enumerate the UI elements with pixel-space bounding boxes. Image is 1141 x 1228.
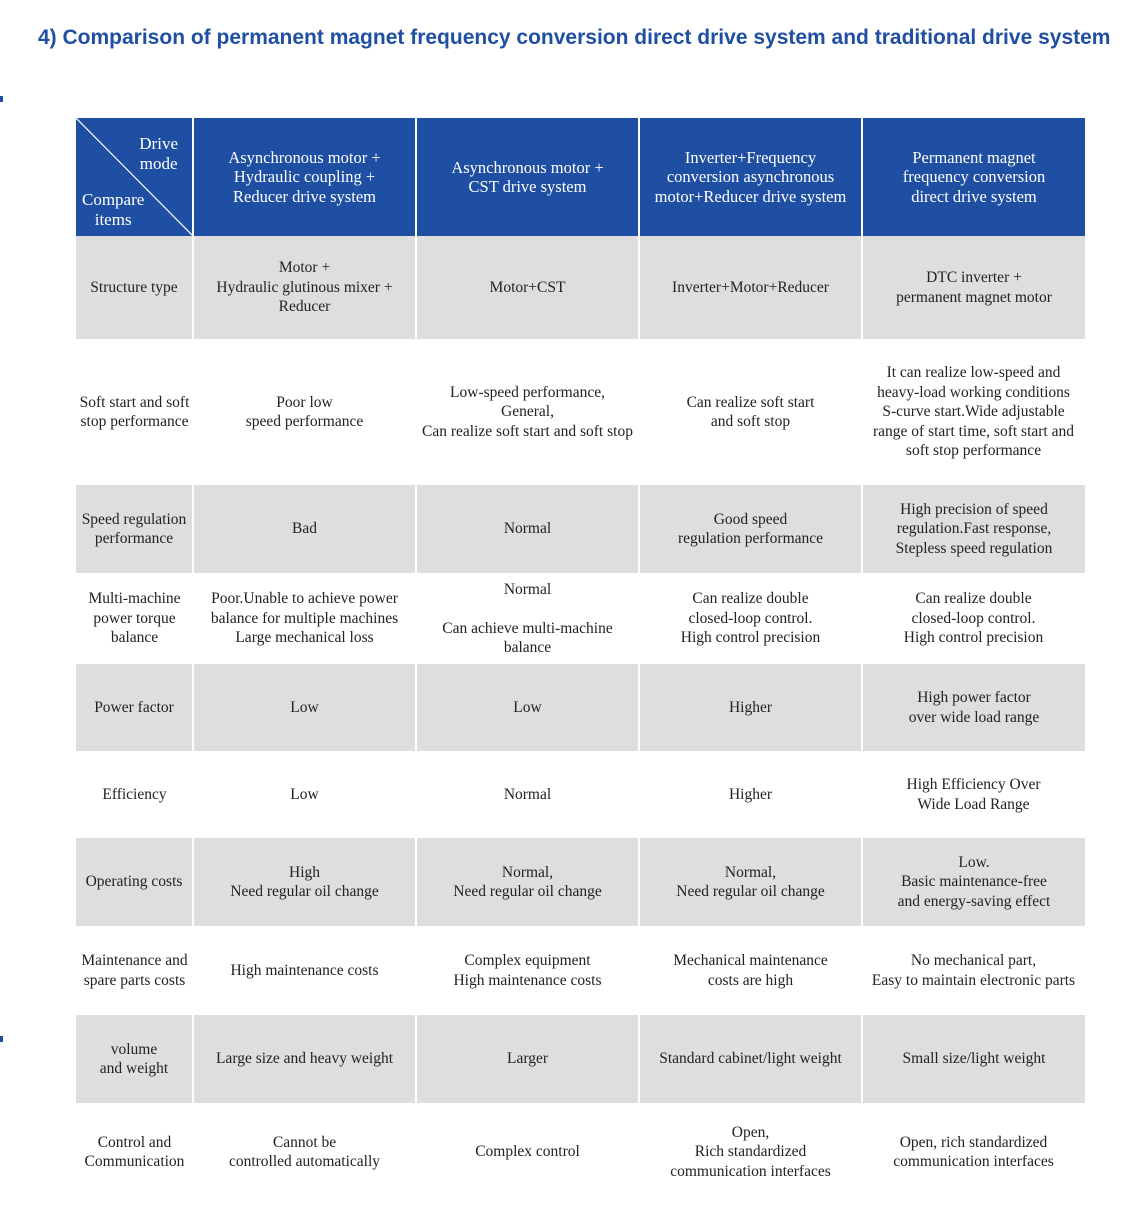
table-cell: High Need regular oil change bbox=[193, 838, 416, 926]
table-cell: Normal bbox=[416, 485, 639, 573]
table-cell: Higher bbox=[639, 751, 862, 838]
table-cell: Larger bbox=[416, 1015, 639, 1103]
table-cell: DTC inverter + permanent magnet motor bbox=[862, 236, 1085, 339]
column-header: Inverter+Frequency conversion asynchronous motor+Reducer drive system bbox=[639, 118, 862, 236]
table-row bbox=[76, 751, 1085, 838]
row-label: Maintenance and spare parts costs bbox=[76, 926, 193, 1015]
row-label: volume and weight bbox=[76, 1015, 193, 1103]
table-row bbox=[76, 664, 1085, 751]
table-cell: No mechanical part, Easy to maintain electronic parts bbox=[862, 926, 1085, 1015]
row-label: Structure type bbox=[76, 236, 193, 339]
edge-mark bbox=[0, 96, 3, 102]
row-label: Multi-machine power torque balance bbox=[76, 573, 193, 664]
table-cell: Higher bbox=[639, 664, 862, 751]
table-row bbox=[76, 573, 1085, 664]
table-cell: High Efficiency Over Wide Load Range bbox=[862, 751, 1085, 838]
table-cell: Low bbox=[193, 751, 416, 838]
table-row bbox=[76, 838, 1085, 926]
table-cell: Inverter+Motor+Reducer bbox=[639, 236, 862, 339]
table-cell: Large size and heavy weight bbox=[193, 1015, 416, 1103]
table-cell: Cannot be controlled automatically bbox=[193, 1103, 416, 1201]
corner-cell bbox=[76, 118, 193, 236]
row-label: Operating costs bbox=[76, 838, 193, 926]
table-row bbox=[76, 1103, 1085, 1201]
table-cell: Can realize double closed-loop control. High control precision bbox=[639, 573, 862, 664]
table-cell: Good speed regulation performance bbox=[639, 485, 862, 573]
table-cell: Low. Basic maintenance-free and energy-saving effect bbox=[862, 838, 1085, 926]
table-cell: Open, Rich standardized communication interfaces bbox=[639, 1103, 862, 1201]
table-cell: Open, rich standardized communication interfaces bbox=[862, 1103, 1085, 1201]
table-cell: Normal, Need regular oil change bbox=[639, 838, 862, 926]
table-cell: High power factor over wide load range bbox=[862, 664, 1085, 751]
table-cell: Complex control bbox=[416, 1103, 639, 1201]
table-cell: Small size/light weight bbox=[862, 1015, 1085, 1103]
edge-mark bbox=[0, 1036, 3, 1042]
table-cell: Standard cabinet/light weight bbox=[639, 1015, 862, 1103]
table-cell: Normal bbox=[416, 751, 639, 838]
table-cell: Motor+CST bbox=[416, 236, 639, 339]
table-cell: It can realize low-speed and heavy-load working conditions S-curve start.Wide adjustable range of start time, soft start and soft stop performance bbox=[862, 339, 1085, 485]
table-row bbox=[76, 1015, 1085, 1103]
row-label: Control and Communication bbox=[76, 1103, 193, 1201]
table-cell: Low bbox=[193, 664, 416, 751]
page-title: 4) Comparison of permanent magnet frequency conversion direct drive system and traditional drive system bbox=[38, 26, 1111, 49]
drive-mode-label: Drive mode bbox=[139, 134, 178, 173]
compare-items-label: Compare items bbox=[82, 190, 145, 229]
table-cell: Mechanical maintenance costs are high bbox=[639, 926, 862, 1015]
comparison-table bbox=[76, 118, 1085, 1201]
column-header: Permanent magnet frequency conversion direct drive system bbox=[862, 118, 1085, 236]
table-cell: Can realize soft start and soft stop bbox=[639, 339, 862, 485]
row-label: Efficiency bbox=[76, 751, 193, 838]
table-cell: High maintenance costs bbox=[193, 926, 416, 1015]
table-row bbox=[76, 236, 1085, 339]
table-cell: Normal, Need regular oil change bbox=[416, 838, 639, 926]
table-cell: Low bbox=[416, 664, 639, 751]
table-cell: Normal Can achieve multi-machine balance bbox=[416, 573, 639, 664]
row-label: Power factor bbox=[76, 664, 193, 751]
header-row bbox=[76, 118, 1085, 236]
table-cell: Bad bbox=[193, 485, 416, 573]
table-cell: High precision of speed regulation.Fast response, Stepless speed regulation bbox=[862, 485, 1085, 573]
table-cell: Complex equipment High maintenance costs bbox=[416, 926, 639, 1015]
table-cell: Poor.Unable to achieve power balance for multiple machines Large mechanical loss bbox=[193, 573, 416, 664]
table-row bbox=[76, 926, 1085, 1015]
table-cell: Poor low speed performance bbox=[193, 339, 416, 485]
row-label: Soft start and soft stop performance bbox=[76, 339, 193, 485]
row-label: Speed regulation performance bbox=[76, 485, 193, 573]
table-row bbox=[76, 485, 1085, 573]
table-row bbox=[76, 339, 1085, 485]
column-header: Asynchronous motor + Hydraulic coupling + Reducer drive system bbox=[193, 118, 416, 236]
table-cell: Can realize double closed-loop control. High control precision bbox=[862, 573, 1085, 664]
table-cell: Motor + Hydraulic glutinous mixer + Reducer bbox=[193, 236, 416, 339]
column-header: Asynchronous motor + CST drive system bbox=[416, 118, 639, 236]
table-cell: Low-speed performance, General, Can realize soft start and soft stop bbox=[416, 339, 639, 485]
